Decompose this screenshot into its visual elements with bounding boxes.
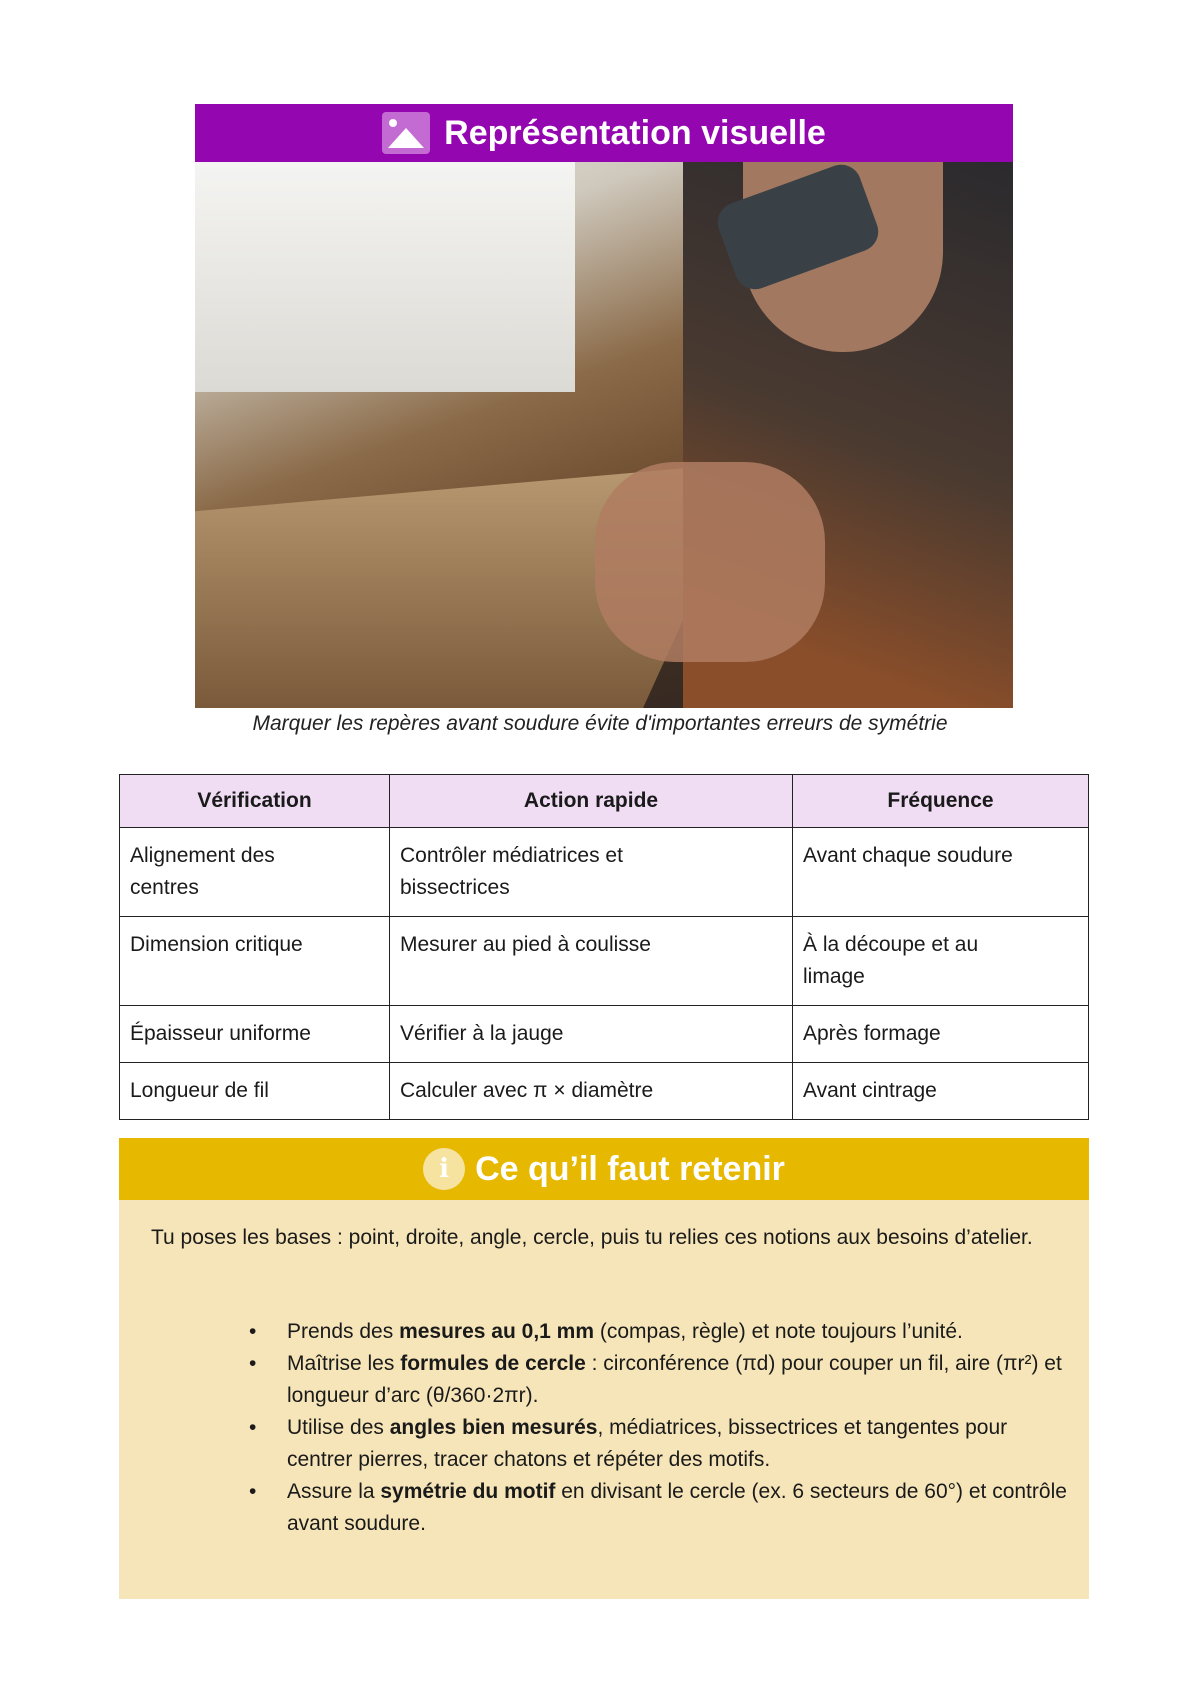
list-item: • Maîtrise les formules de cercle : circonférence (πd) pour couper un fil, aire (πr²) et longueur d’arc (θ/360·2πr).: [287, 1348, 1077, 1412]
column-header: Action rapide: [390, 775, 793, 828]
table-cell: Après formage: [793, 1006, 1089, 1063]
table-cell: Avant cintrage: [793, 1063, 1089, 1120]
table-cell: Calculer avec π × diamètre: [390, 1063, 793, 1120]
info-icon: i: [423, 1148, 465, 1190]
list-item: • Utilise des angles bien mesurés, médiatrices, bissectrices et tangentes pour centrer pierres, tracer chatons et répéter des motifs.: [287, 1412, 1077, 1476]
summary-box: [119, 1138, 1089, 1599]
list-item: • Prends des mesures au 0,1 mm (compas, règle) et note toujours l’unité.: [287, 1316, 1077, 1348]
table-row: [120, 1063, 1089, 1120]
table-cell: À la découpe et au limage: [793, 917, 1089, 1006]
table-cell: Mesurer au pied à coulisse: [390, 917, 793, 1006]
table-cell: Dimension critique: [120, 917, 390, 1006]
column-header: Fréquence: [793, 775, 1089, 828]
list-item: • Assure la symétrie du motif en divisant le cercle (ex. 6 secteurs de 60°) et contrôle avant soudure.: [287, 1476, 1077, 1540]
table-cell: Vérifier à la jauge: [390, 1006, 793, 1063]
visual-title: Représentation visuelle: [444, 113, 826, 152]
table-cell: Longueur de fil: [120, 1063, 390, 1120]
table-cell: Alignement des centres: [120, 828, 390, 917]
table-cell: Épaisseur uniforme: [120, 1006, 390, 1063]
summary-header: [119, 1138, 1089, 1200]
visual-banner: [195, 104, 1013, 162]
table-header-row: [120, 775, 1089, 828]
table-cell: Avant chaque soudure: [793, 828, 1089, 917]
summary-list: [287, 1316, 1077, 1540]
checks-table: [119, 774, 1089, 1120]
photo-caption: Marquer les repères avant soudure évite d'importantes erreurs de symétrie: [252, 712, 948, 735]
table-row: [120, 1006, 1089, 1063]
table-row: [120, 917, 1089, 1006]
summary-title: Ce qu’il faut retenir: [475, 1149, 785, 1188]
table-row: [120, 828, 1089, 917]
column-header: Vérification: [120, 775, 390, 828]
summary-intro: Tu poses les bases : point, droite, angle, cercle, puis tu relies ces notions aux besoins d’atelier.: [151, 1226, 1033, 1249]
jeweler-workshop-photo: [195, 162, 1013, 708]
table-cell: Contrôler médiatrices et bissectrices: [390, 828, 793, 917]
image-icon: [382, 112, 430, 154]
